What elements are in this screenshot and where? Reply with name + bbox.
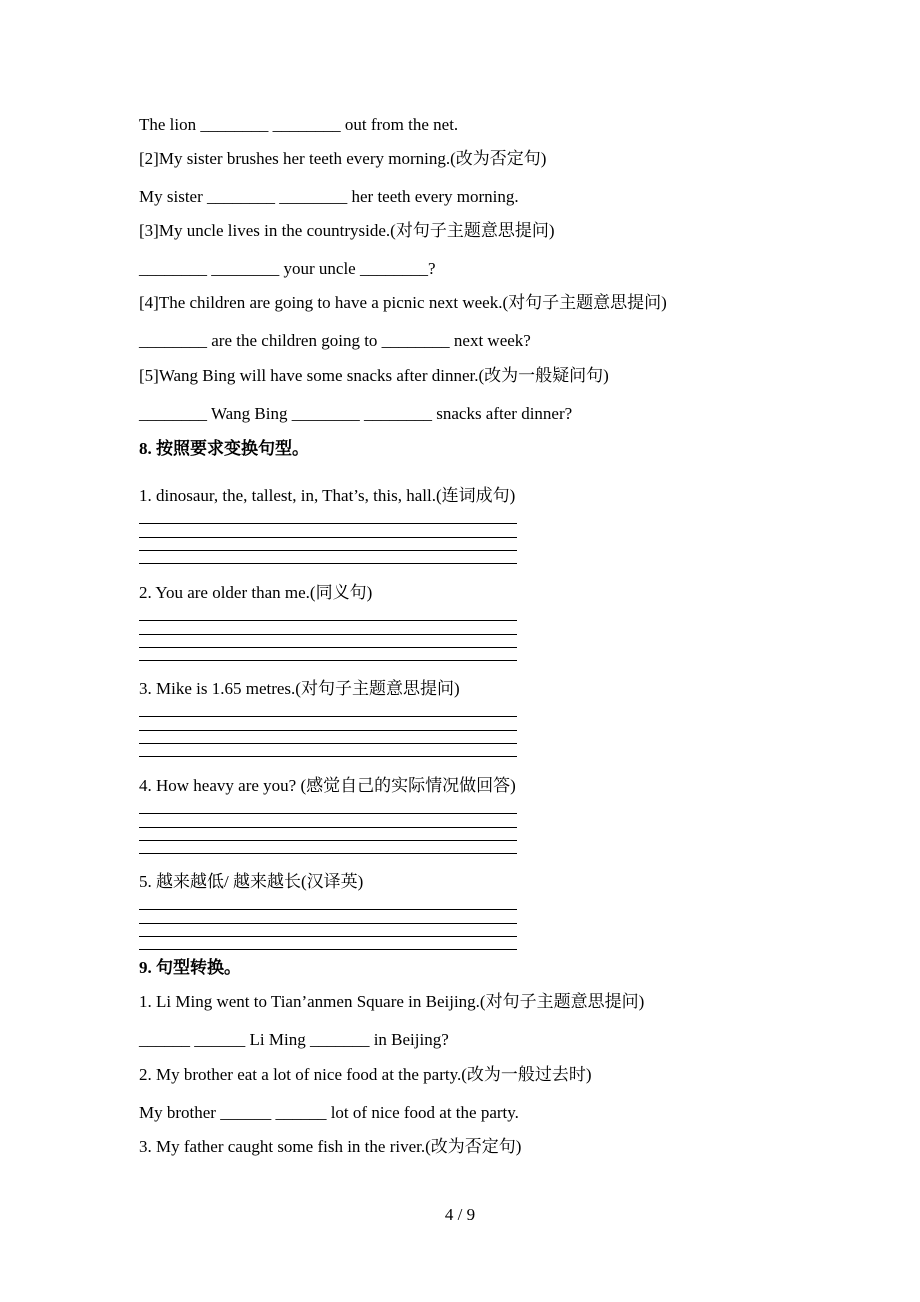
answer-line	[139, 537, 517, 538]
answer-line	[139, 936, 517, 937]
answer-line	[139, 813, 517, 814]
answer-line	[139, 949, 517, 950]
answer-line	[139, 647, 517, 648]
question: 1. dinosaur, the, tallest, in, That’s, this, hall.(连词成句)	[139, 486, 516, 505]
answer-line	[139, 827, 517, 828]
question: 3. Mike is 1.65 metres.(对句子主题意思提问)	[139, 679, 460, 698]
exercise-line: My brother ______ ______ lot of nice food at the party.	[139, 1103, 519, 1122]
question: 2. You are older than me.(同义句)	[139, 583, 373, 602]
question: 5. 越来越低/ 越来越长(汉译英)	[139, 872, 364, 891]
exercise-line: [3]My uncle lives in the countryside.(对句子主题意思提问)	[139, 221, 555, 240]
answer-line	[139, 620, 517, 621]
answer-lines[interactable]	[139, 716, 517, 758]
exercise-line: [2]My sister brushes her teeth every morning.(改为否定句)	[139, 149, 547, 168]
answer-lines[interactable]	[139, 523, 517, 565]
question: 4. How heavy are you? (感觉自己的实际情况做回答)	[139, 776, 516, 795]
section-heading: 9. 句型转换。	[139, 958, 241, 977]
exercise-line: 1. Li Ming went to Tian’anmen Square in Beijing.(对句子主题意思提问)	[139, 992, 645, 1011]
answer-line	[139, 909, 517, 910]
answer-line	[139, 634, 517, 635]
answer-line	[139, 756, 517, 757]
answer-line	[139, 743, 517, 744]
exercise-line: ______ ______ Li Ming _______ in Beijing?	[139, 1030, 449, 1049]
exercise-line: 2. My brother eat a lot of nice food at the party.(改为一般过去时)	[139, 1065, 592, 1084]
section-heading: 8. 按照要求变换句型。	[139, 439, 309, 458]
answer-line	[139, 840, 517, 841]
answer-line	[139, 853, 517, 854]
exercise-line: ________ ________ your uncle ________?	[139, 259, 436, 278]
answer-line	[139, 716, 517, 717]
answer-lines[interactable]	[139, 909, 517, 951]
answer-lines[interactable]	[139, 813, 517, 855]
answer-lines[interactable]	[139, 620, 517, 662]
answer-line	[139, 660, 517, 661]
exercise-line: My sister ________ ________ her teeth every morning.	[139, 187, 519, 206]
page-number: 4 / 9	[444, 1205, 476, 1224]
exercise-line: ________ are the children going to ________ next week?	[139, 331, 531, 350]
exercise-line: ________ Wang Bing ________ ________ snacks after dinner?	[139, 404, 573, 423]
answer-line	[139, 730, 517, 731]
exercise-line: 3. My father caught some fish in the river.(改为否定句)	[139, 1137, 522, 1156]
answer-line	[139, 523, 517, 524]
answer-line	[139, 563, 517, 564]
answer-line	[139, 923, 517, 924]
exercise-line: The lion ________ ________ out from the net.	[139, 115, 459, 134]
exercise-line: [4]The children are going to have a picnic next week.(对句子主题意思提问)	[139, 293, 667, 312]
answer-line	[139, 550, 517, 551]
exercise-line: [5]Wang Bing will have some snacks after dinner.(改为一般疑问句)	[139, 366, 609, 385]
